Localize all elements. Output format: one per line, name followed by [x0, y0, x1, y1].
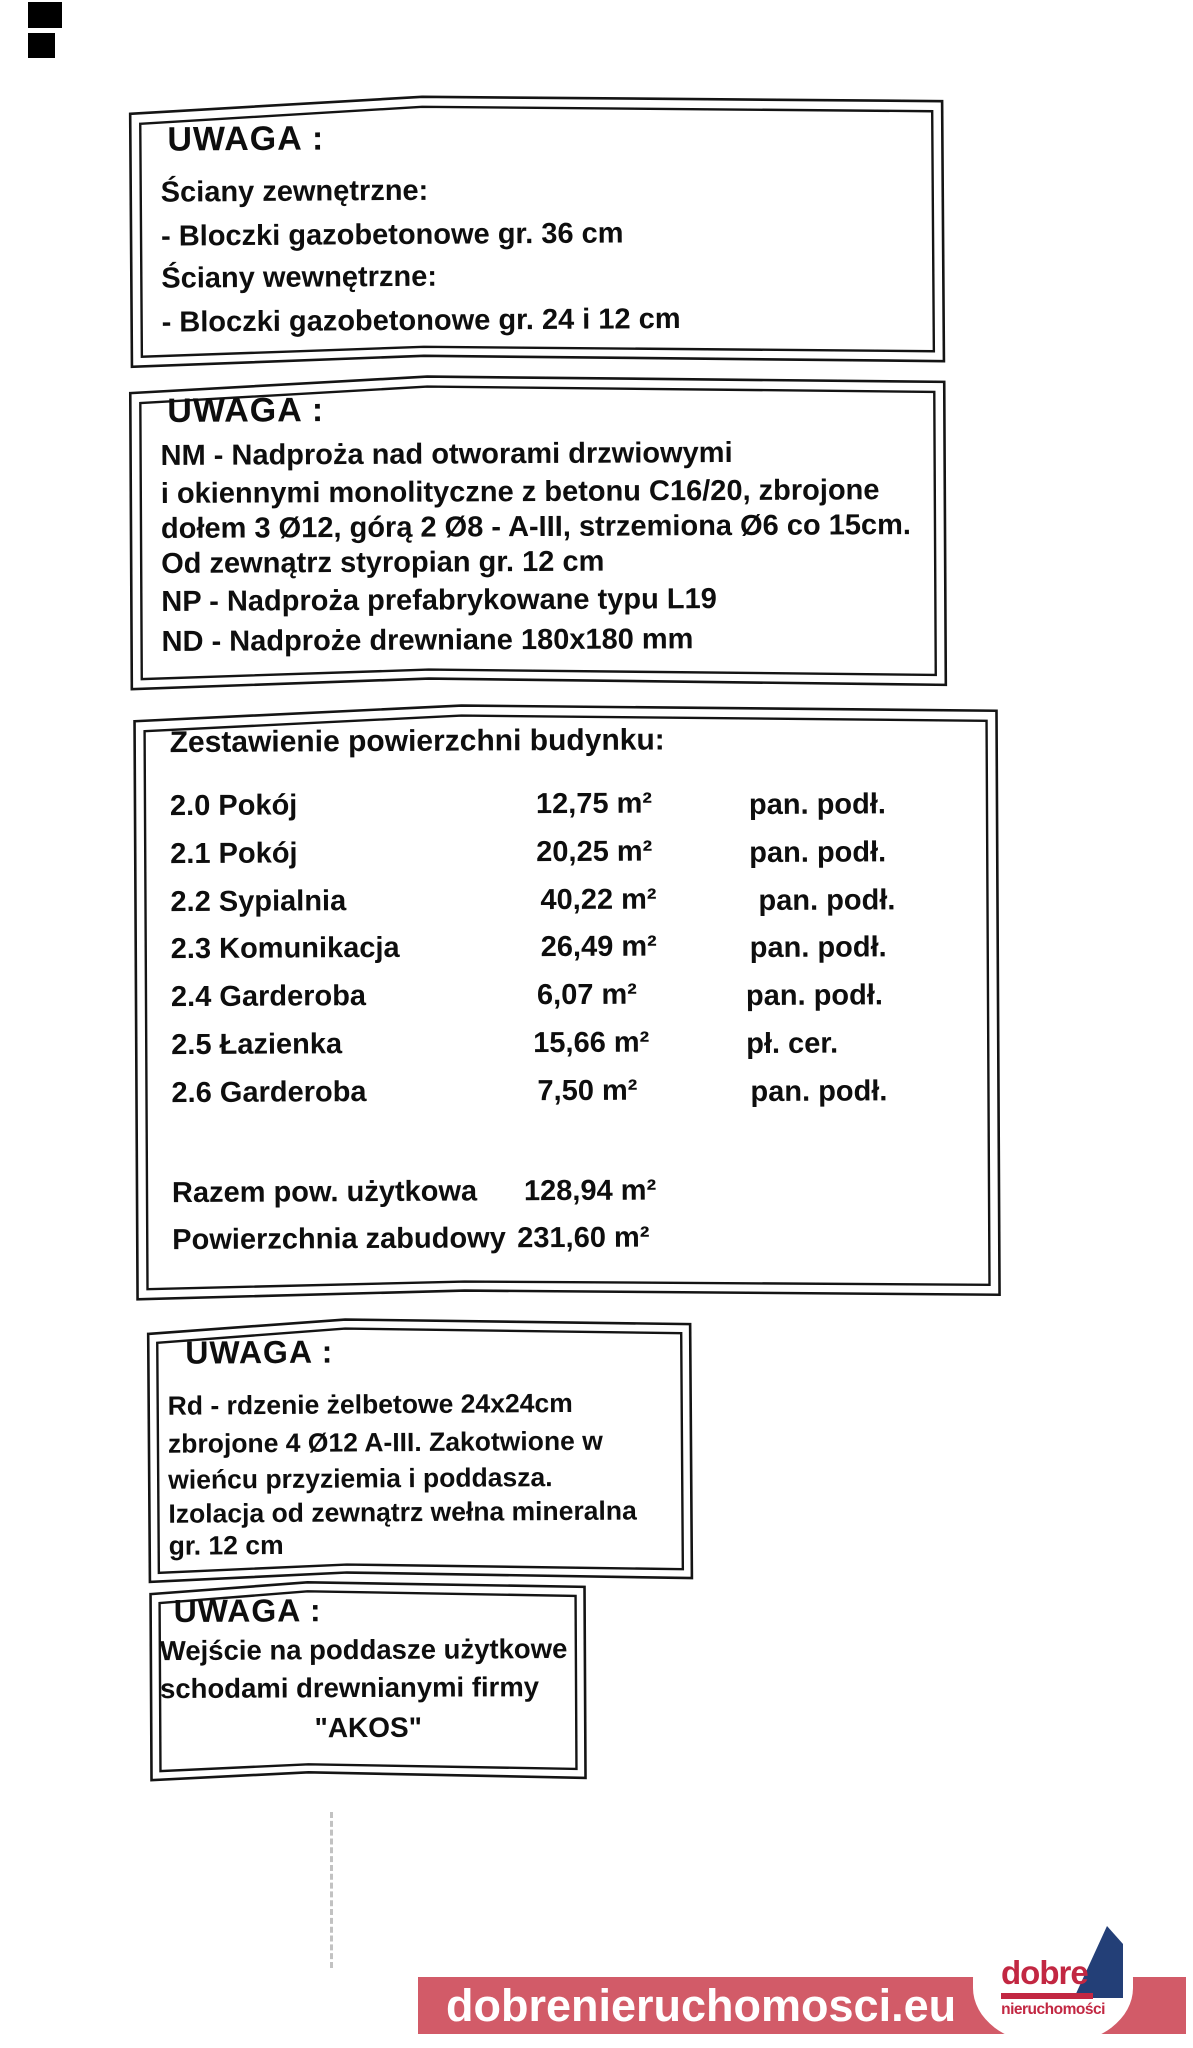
scan-artifact	[28, 33, 55, 58]
note-title: UWAGA :	[167, 119, 325, 159]
room-label: 2.4 Garderoba	[170, 980, 367, 1014]
room-area: 40,22 m²	[540, 883, 657, 917]
summary-value: 231,60 m²	[517, 1221, 650, 1255]
note-line: gr. 12 cm	[168, 1529, 284, 1561]
room-label: 2.0 Pokój	[169, 789, 298, 823]
room-floor: pan. podł.	[748, 788, 887, 822]
room-area: 6,07 m²	[536, 978, 638, 1012]
logo-word-nieruchomosci: nieruchomości	[1001, 2001, 1105, 2018]
room-label: 2.3 Komunikacja	[170, 931, 400, 966]
room-label: 2.6 Garderoba	[171, 1076, 367, 1110]
summary-label: Razem pow. użytkowa	[171, 1175, 478, 1210]
room-label: 2.5 Łazienka	[171, 1028, 343, 1062]
note-line: Wejście na poddasze użytkowe	[159, 1632, 568, 1667]
room-area: 7,50 m²	[537, 1074, 638, 1108]
note-box-lintels	[127, 370, 949, 692]
note-box-cores	[145, 1313, 695, 1585]
area-summary-box	[131, 698, 1002, 1303]
note-line: dołem 3 Ø12, górą 2 Ø8 - A-III, strzemiona Ø6 co 15cm.	[160, 509, 912, 545]
note-line: schodami drewnianymi firmy	[159, 1671, 540, 1705]
note-line: Rd - rdzenie żelbetowe 24x24cm	[167, 1387, 573, 1421]
room-floor: pan. podł.	[749, 836, 887, 870]
logo-word-dobre: dobre	[1001, 1954, 1088, 1991]
website-url: dobrenieruchomosci.eu	[446, 1979, 957, 2031]
note-line: - Bloczki gazobetonowe gr. 36 cm	[160, 217, 624, 253]
note-line: wieńcu przyziemia i poddasza.	[168, 1462, 553, 1495]
room-floor: pan. podł.	[750, 1075, 888, 1109]
room-area: 12,75 m²	[535, 787, 653, 821]
room-area: 26,49 m²	[540, 930, 657, 964]
note-line: Izolacja od zewnątrz wełna mineralna	[168, 1495, 637, 1529]
room-floor: pan. podł.	[749, 931, 887, 965]
room-floor: pan. podł.	[745, 979, 884, 1013]
room-label: 2.2 Sypialnia	[170, 885, 347, 919]
note-title: UWAGA :	[173, 1592, 322, 1630]
note-line: - Bloczki gazobetonowe gr. 24 i 12 cm	[161, 303, 681, 339]
note-title: UWAGA :	[185, 1333, 334, 1371]
table-title: Zestawienie powierzchni budynku:	[169, 723, 665, 760]
note-line: zbrojone 4 Ø12 A-III. Zakotwione w	[167, 1425, 603, 1459]
note-line: NM - Nadproża nad otworami drzwiowymi	[160, 436, 733, 472]
note-line: Ściany wewnętrzne:	[161, 260, 438, 295]
room-floor: pan. podł.	[758, 884, 896, 917]
room-floor: pł. cer.	[746, 1027, 839, 1061]
note-title: UWAGA :	[167, 391, 325, 430]
room-label: 2.1 Pokój	[170, 837, 298, 871]
summary-label: Powierzchnia zabudowy	[172, 1222, 506, 1257]
note-line: Od zewnątrz styropian gr. 12 cm	[161, 545, 605, 580]
room-area: 20,25 m²	[536, 835, 653, 869]
note-line: NP - Nadproża prefabrykowane typu L19	[161, 583, 717, 618]
note-box-attic-stairs	[147, 1577, 588, 1783]
company-name: "AKOS"	[314, 1711, 423, 1744]
note-line: Ściany zewnętrzne:	[160, 174, 429, 209]
summary-value: 128,94 m²	[523, 1174, 657, 1208]
scan-artifact	[28, 2, 62, 28]
note-line: i okiennymi monolityczne z betonu C16/20, zbrojone	[160, 474, 880, 510]
logo-underline	[1001, 1993, 1093, 1999]
room-area: 15,66 m²	[533, 1026, 650, 1060]
fold-line-artifact	[330, 1812, 333, 1968]
agency-logo	[973, 1922, 1133, 2044]
note-line: ND - Nadproże drewniane 180x180 mm	[161, 623, 694, 658]
note-box-walls	[127, 89, 947, 370]
